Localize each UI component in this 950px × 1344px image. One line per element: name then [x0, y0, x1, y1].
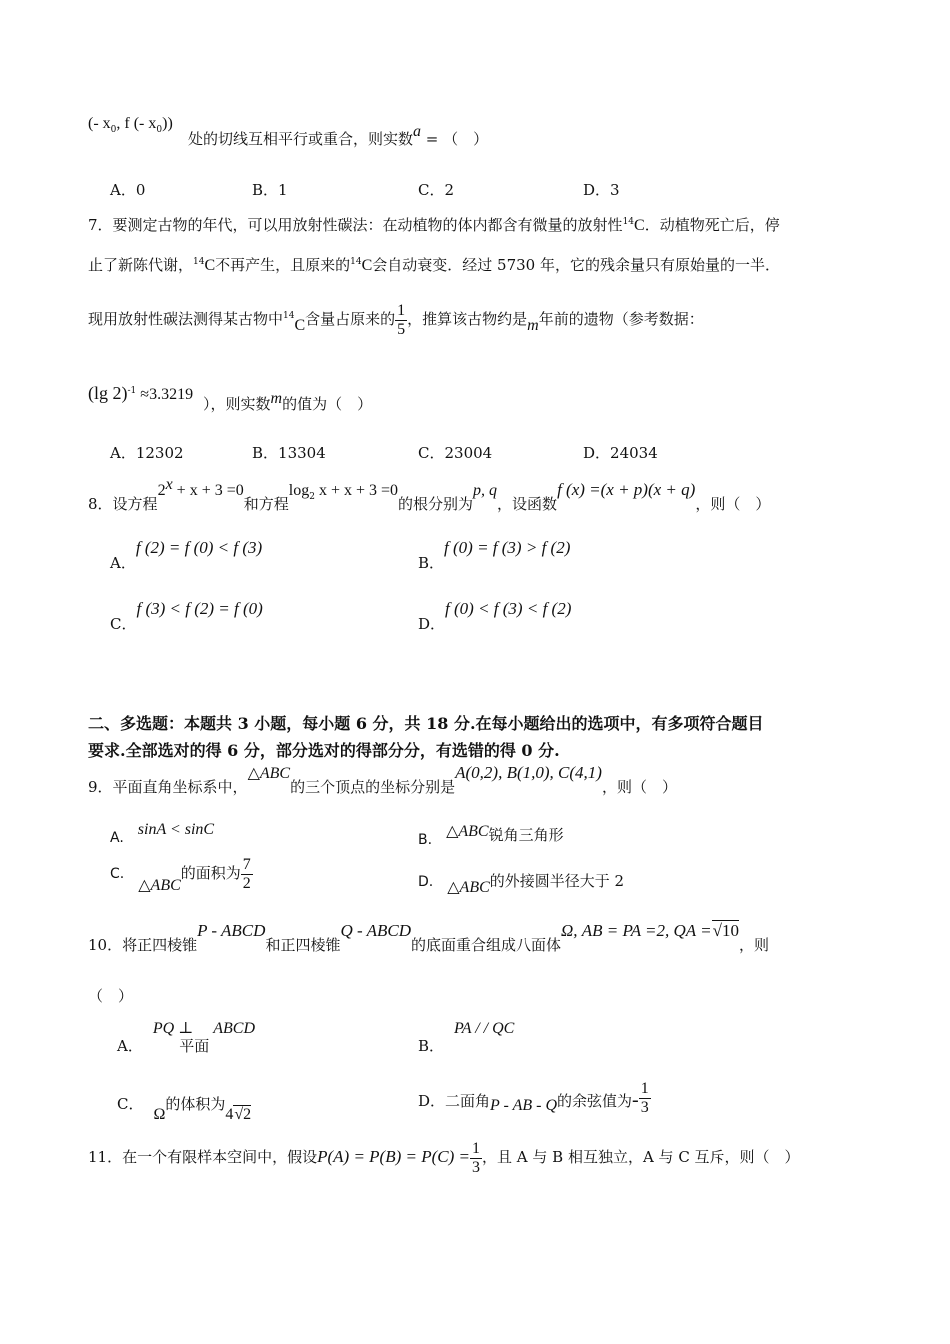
- section2-heading-line1: 二、多选题：本题共 3 小题，每小题 6 分，共 18 分.在每小题给出的选项中，有多项符合题目: [88, 714, 764, 733]
- q10-pyramid-p: P - ABCD: [197, 921, 266, 940]
- iso-symbol: C: [204, 257, 216, 274]
- option-label: D.: [418, 874, 434, 890]
- option-value: 1: [278, 181, 288, 199]
- iso-symbol: C: [634, 217, 645, 234]
- q10-option-b[interactable]: [418, 1017, 515, 1055]
- q7-fraction: [395, 302, 407, 338]
- q7-text: ，推算该古物约是: [407, 310, 528, 329]
- q9-option-b[interactable]: [418, 820, 564, 848]
- option-text: 的面积为: [180, 864, 241, 883]
- option-expr: PA / / QC: [454, 1020, 515, 1037]
- option-value: 12302: [135, 444, 184, 462]
- frac-den: 2: [242, 874, 251, 892]
- q10-option-c[interactable]: [117, 1093, 252, 1123]
- option-label: B．: [418, 554, 445, 572]
- q9-number: 9．: [88, 778, 113, 796]
- option-expr: f (2) = f (0) < f (3): [135, 538, 263, 557]
- iso-mass: 14: [622, 217, 635, 227]
- q6-sub2: 0: [156, 125, 163, 135]
- q8-eq1-exp: x: [165, 476, 173, 493]
- q8-option-c[interactable]: [110, 598, 263, 633]
- q8-number: 8．: [88, 495, 113, 513]
- q10-pyramid-q: Q - ABCD: [340, 921, 411, 940]
- q7-option-b[interactable]: [252, 442, 326, 463]
- option-expr: P - AB - Q: [490, 1097, 557, 1115]
- iso-mass: 14: [283, 311, 295, 322]
- option-neg: -: [632, 1089, 639, 1112]
- q9-option-a[interactable]: [110, 820, 215, 846]
- option-label: A．: [110, 554, 136, 572]
- q6-eq: = （ ）: [421, 130, 489, 148]
- q8-text: 的根分别为: [398, 495, 474, 513]
- q8-text: 设方程: [112, 495, 158, 513]
- q8-text: ，设函数: [497, 495, 558, 513]
- option-expr: f (0) < f (3) < f (2): [445, 599, 572, 618]
- frac-den: 3: [472, 1158, 481, 1176]
- option-value: 4: [225, 1106, 234, 1123]
- q10-condition: Ω, AB = PA =2, QA =: [560, 921, 712, 940]
- q8-line: [88, 476, 771, 513]
- option-label: D．: [418, 1092, 446, 1111]
- q7-text: 要测定古物的年代，可以用放射性碳法：在动植物的体内都含有微量的放射性: [112, 216, 623, 234]
- option-omega: Ω: [153, 1106, 166, 1123]
- q7-number: 7．: [88, 216, 113, 234]
- frac-den: 3: [640, 1098, 649, 1116]
- q7-line4-tail: [203, 390, 373, 414]
- q8-roots: p, q: [473, 482, 498, 499]
- option-value: 13304: [278, 444, 326, 462]
- q8-eq2-log: log: [288, 482, 310, 499]
- frac-den: 5: [397, 320, 406, 338]
- option-text: 的体积为: [165, 1095, 226, 1113]
- option-value: 24034: [610, 444, 658, 462]
- q8-text: 和方程: [243, 495, 289, 513]
- q7-text: 的值为（ ）: [282, 395, 373, 413]
- option-label: C．: [117, 1095, 144, 1113]
- q6-point-mid: , f (- x: [116, 115, 157, 132]
- q9-text: 的三个顶点的坐标分别是: [290, 778, 456, 796]
- iso-mass: 14: [350, 257, 362, 267]
- option-triangle: △ABC: [446, 823, 489, 840]
- iso-symbol: C: [294, 317, 306, 335]
- option-triangle: △ABC: [138, 877, 181, 895]
- q7-ref-exp: -1: [127, 386, 137, 396]
- q10-number: 10．: [88, 936, 123, 954]
- q10-option-a[interactable]: [117, 1017, 256, 1055]
- frac-num: 1: [397, 302, 406, 319]
- q8-option-b[interactable]: [418, 537, 571, 572]
- q6-tail-line: [188, 123, 489, 149]
- q8-func: f (x) =(x + p)(x + q): [557, 480, 696, 499]
- q7-text: 含量占原来的: [305, 310, 396, 329]
- q7-option-a[interactable]: [110, 442, 184, 463]
- q6-option-b[interactable]: [252, 179, 288, 200]
- option-label: A．: [117, 1037, 143, 1055]
- option-value: 3: [610, 181, 620, 199]
- q11-text: 在一个有限样本空间中，假设: [122, 1148, 318, 1167]
- q7-line4: [88, 383, 193, 404]
- q7-ref-lg: (lg 2): [88, 383, 128, 403]
- q6-var-a: a: [413, 123, 422, 140]
- q7-text: 会自动衰变．经过 5730 年，它的残余量只有原始量的一半．: [372, 256, 780, 274]
- q9-text: 平面直角坐标系中，: [112, 778, 248, 796]
- option-expr: PQ ⊥: [152, 1020, 194, 1037]
- frac-num: 1: [472, 1140, 481, 1157]
- q10-paren: （ ）: [88, 987, 134, 1005]
- q6-tail-text: 处的切线互相平行或重合，则实数: [188, 130, 414, 148]
- option-label: C．: [418, 444, 445, 462]
- q7-var-m: m: [527, 317, 539, 335]
- q9-coords: A(0,2), B(1,0), C(4,1): [455, 763, 602, 782]
- q10-text: 和正四棱锥: [265, 936, 341, 954]
- frac-num: 7: [242, 856, 251, 873]
- q8-option-d[interactable]: [418, 598, 572, 633]
- q10-text: ，则: [738, 936, 769, 954]
- q9-area-fraction: [241, 856, 253, 892]
- option-label: D．: [583, 444, 611, 462]
- q7-text: 现用放射性碳法测得某古物中: [88, 310, 284, 329]
- q8-eq1-base: 2: [157, 482, 166, 499]
- q10-sqrt-val: 10: [721, 921, 739, 940]
- q11-prob-expr: P(A) = P(B) = P(C) =: [317, 1147, 471, 1167]
- q10-sqrt: √10: [712, 921, 739, 940]
- q10-option-d[interactable]: [418, 1080, 651, 1116]
- q6-option-a[interactable]: [110, 179, 145, 200]
- option-text: 的余弦值为: [557, 1092, 633, 1111]
- option-value: 2: [444, 181, 455, 199]
- option-text: 锐角三角形: [488, 826, 564, 844]
- option-expr: f (3) < f (2) = f (0): [136, 599, 263, 618]
- q7-line1: [88, 214, 780, 235]
- q6-point-expr: [88, 114, 173, 135]
- iso-mass: 14: [193, 257, 205, 267]
- q11-text: ，且 A 与 B 相互独立，A 与 C 互斥，则（ ）: [482, 1148, 800, 1167]
- q8-eq2-sub: 2: [309, 492, 315, 502]
- option-label: D．: [583, 181, 611, 199]
- q6-option-c[interactable]: [418, 179, 454, 200]
- option-triangle: △ABC: [447, 879, 490, 896]
- q9-option-d[interactable]: [418, 870, 625, 896]
- q9-line: [88, 762, 677, 796]
- q6-option-d[interactable]: [583, 179, 620, 200]
- q11-fraction: [470, 1140, 482, 1176]
- option-label: D．: [418, 615, 446, 633]
- q7-var-m: m: [270, 390, 283, 407]
- q10-text: 的底面重合组成八面体: [410, 936, 561, 954]
- q7-option-c[interactable]: [418, 442, 492, 463]
- q7-text: 年前的遗物（参考数据：: [538, 310, 704, 329]
- q7-ref-val: ≈3.3219: [136, 386, 194, 403]
- q6-point-end: )): [162, 115, 173, 132]
- q11-line: [88, 1140, 800, 1176]
- option-label: A.: [110, 830, 124, 846]
- q7-line2: [88, 254, 780, 275]
- q9-triangle: △ABC: [247, 765, 291, 782]
- option-text: 二面角: [445, 1092, 491, 1111]
- q9-text: ，则（ ）: [601, 778, 677, 796]
- q7-option-d[interactable]: [583, 442, 658, 463]
- q6-point-prefix: (- x: [88, 115, 111, 132]
- q7-text: ），则实数: [203, 395, 271, 413]
- q7-line3: [88, 302, 704, 338]
- option-label: C.: [110, 866, 125, 883]
- option-label: B.: [418, 832, 433, 848]
- q10-line: [88, 920, 769, 954]
- option-text: 的外接圆半径大于 2: [489, 872, 625, 890]
- option-plane: ABCD: [213, 1020, 256, 1037]
- q7-text: 不再产生，且原来的: [215, 256, 351, 274]
- q8-eq2-rest: x + x + 3 =0: [314, 482, 399, 499]
- q7-text: ．动植物死亡后，停: [644, 216, 780, 234]
- option-expr: sinA < sinC: [137, 821, 215, 838]
- option-label: B．: [252, 181, 279, 199]
- option-text: 平面: [179, 1037, 210, 1055]
- option-value: 0: [135, 181, 146, 199]
- option-label: A．: [110, 181, 136, 199]
- q6-sub: 0: [110, 125, 117, 135]
- option-label: C．: [110, 615, 137, 633]
- frac-num: 1: [640, 1080, 649, 1097]
- q8-option-a[interactable]: [110, 537, 263, 572]
- q8-eq1-rest: + x + 3 =0: [172, 482, 244, 499]
- q10-volume-sqrt: √2: [234, 1106, 252, 1123]
- option-label: A．: [110, 444, 136, 462]
- sqrt-val: 2: [243, 1106, 252, 1123]
- option-label: B．: [418, 1037, 445, 1055]
- option-expr: f (0) = f (3) > f (2): [444, 538, 571, 557]
- iso-symbol: C: [361, 257, 373, 274]
- q11-number: 11．: [88, 1148, 123, 1167]
- option-value: 23004: [444, 444, 493, 462]
- option-label: B．: [252, 444, 279, 462]
- section2-heading-line2: 要求.全部选对的得 6 分，部分选对的得部分分，有选错的得 0 分.: [88, 741, 560, 760]
- q10-cos-fraction: [639, 1080, 651, 1116]
- q8-text: ，则（ ）: [695, 495, 771, 513]
- option-label: C．: [418, 181, 445, 199]
- q9-option-c[interactable]: [110, 856, 253, 895]
- q7-text: 止了新陈代谢，: [88, 256, 194, 274]
- q10-text: 将正四棱锥: [122, 936, 198, 954]
